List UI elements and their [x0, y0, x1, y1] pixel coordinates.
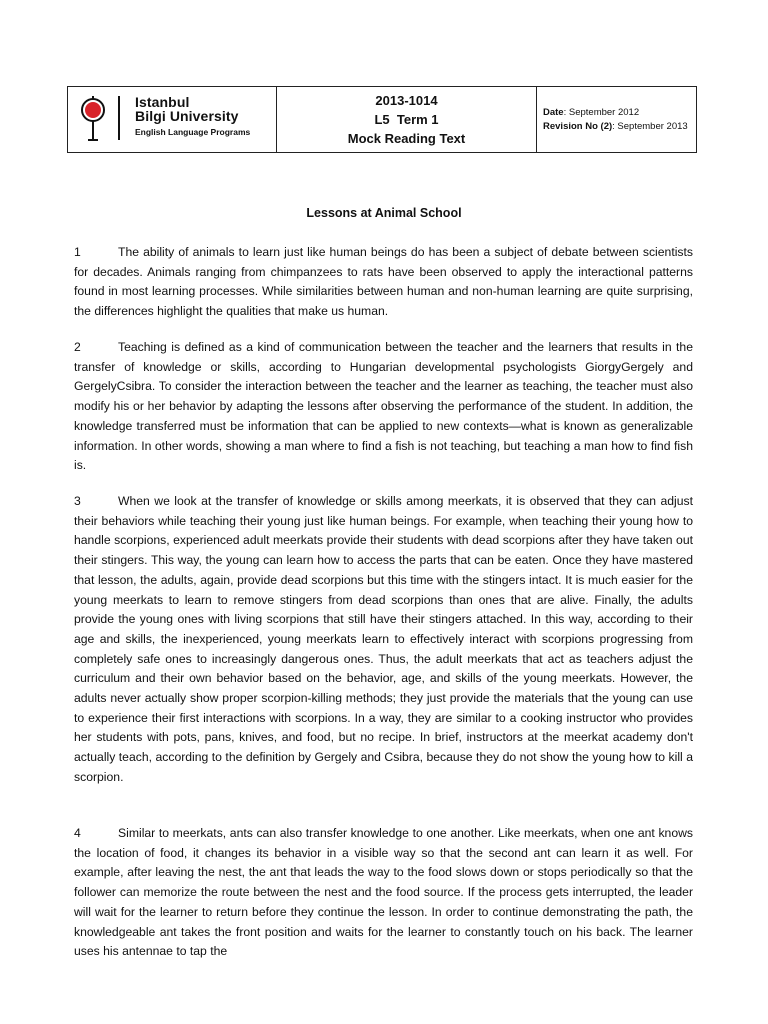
paragraph-1	[74, 243, 693, 322]
paragraph-number: 2	[74, 340, 81, 354]
paragraph-text: Teaching is defined as a kind of communication between the teacher and the learners that results in the transfer of knowledge or skills, according to Hungarian developmental psychologists GiorgyGergely and GergelyCsibra. To consider the interaction between the teacher and the learner as teaching, the teacher must also modify his or her behavior by adapting the lessons after observing the performance of the student. In addition, the knowledge transferred must be information that can be applied to new contexts—what is known as generalizable information. In other words, showing a man where to find a fish is not teaching, but teaching a man how to find fish is.	[74, 340, 693, 473]
bilgi-logo-icon	[78, 94, 108, 142]
university-logo	[68, 87, 277, 152]
paragraph-3	[74, 492, 693, 788]
paragraph-number: 4	[74, 826, 81, 840]
date-value: : September 2012	[563, 106, 640, 118]
academic-year: 2013-1014	[375, 93, 438, 108]
paragraph-number: 1	[74, 245, 81, 259]
revision-cell	[537, 87, 696, 152]
term-title-cell	[277, 87, 537, 152]
paragraph-number: 3	[74, 494, 81, 508]
revision-label: Revision No (2)	[543, 120, 613, 132]
document-title: Lessons at Animal School	[306, 206, 462, 220]
text-type: Mock Reading Text	[347, 131, 466, 146]
revision-value: : September 2013	[612, 120, 688, 132]
paragraph-text: The ability of animals to learn just like human beings do has been a subject of debate between scientists for decades. Animals ranging from chimpanzees to rats have been observed to apply the interactional patterns found in most learning processes. While similarities between human and non-human learning are quite surprising, the differences highlight the qualities that make us human.	[74, 245, 693, 319]
revision-line	[543, 120, 696, 134]
logo-text	[135, 95, 250, 139]
paragraph-2	[74, 338, 693, 476]
logo-line-programs: English Language Programs	[135, 127, 251, 137]
level-term: L5 Term 1	[374, 112, 439, 127]
logo-line-istanbul: Istanbul	[135, 94, 190, 110]
paragraph-4	[74, 824, 693, 962]
date-line	[543, 106, 696, 120]
date-label: Date	[543, 106, 564, 118]
document-header-table	[67, 86, 697, 153]
logo-line-bilgi: Bilgi University	[135, 108, 239, 124]
paragraph-text: Similar to meerkats, ants can also transfer knowledge to one another. Like meerkats, when one ant knows the location of food, it changes its behavior in a visible way so that the second ant can learn it as well. For example, after leaving the nest, the ant that leads the way to the food slows down or stops periodically so that the follower can memorize the route between the nest and the food source. If the process gets interrupted, the leader will wait for the learner to return before they continue the lesson. In order to continue demonstrating the path, the knowledgeable ant takes the front position and waits for the learner to constantly touch on his back. The learner uses his antennae to tap the	[74, 826, 693, 959]
paragraph-text: When we look at the transfer of knowledge or skills among meerkats, it is observed that they can adjust their behaviors while teaching their young just like human beings. For example, when teaching their young how to handle scorpions, experienced adult meerkats provide their students with dead scorpions after they have taken out their stingers. This way, the young can learn how to access the parts that can be eaten. Once they have mastered that lesson, the adults, again, provide dead scorpions but this time with the stingers intact. It is much easier for the young meerkats to learn to remove stingers from dead scorpions than ones that are alive. Finally, the adults provide the young ones with living scorpions that still have their stingers attached. In this way, according to their age and skills, the inexperienced, young meerkats learn to effectively interact with scorpions progressing from completely safe ones to increasingly dangerous ones. Thus, the adult meerkats that act as teachers adjust the curriculum and their own behavior based on the behavior, age, and skills of the young meerkats. However, the adults never actually show proper scorpion-killing methods; they just provide the materials that the young can use to experience their first interactions with scorpions. In a way, they are similar to a cooking instructor who provides her students with pots, pans, knives, and food, but no recipe. In brief, instructors at the meerkat academy don't actually teach, according to the definition by Gergely and Csibra, because they do not show the young how to kill a scorpion.	[74, 494, 693, 784]
logo-divider	[118, 96, 120, 140]
